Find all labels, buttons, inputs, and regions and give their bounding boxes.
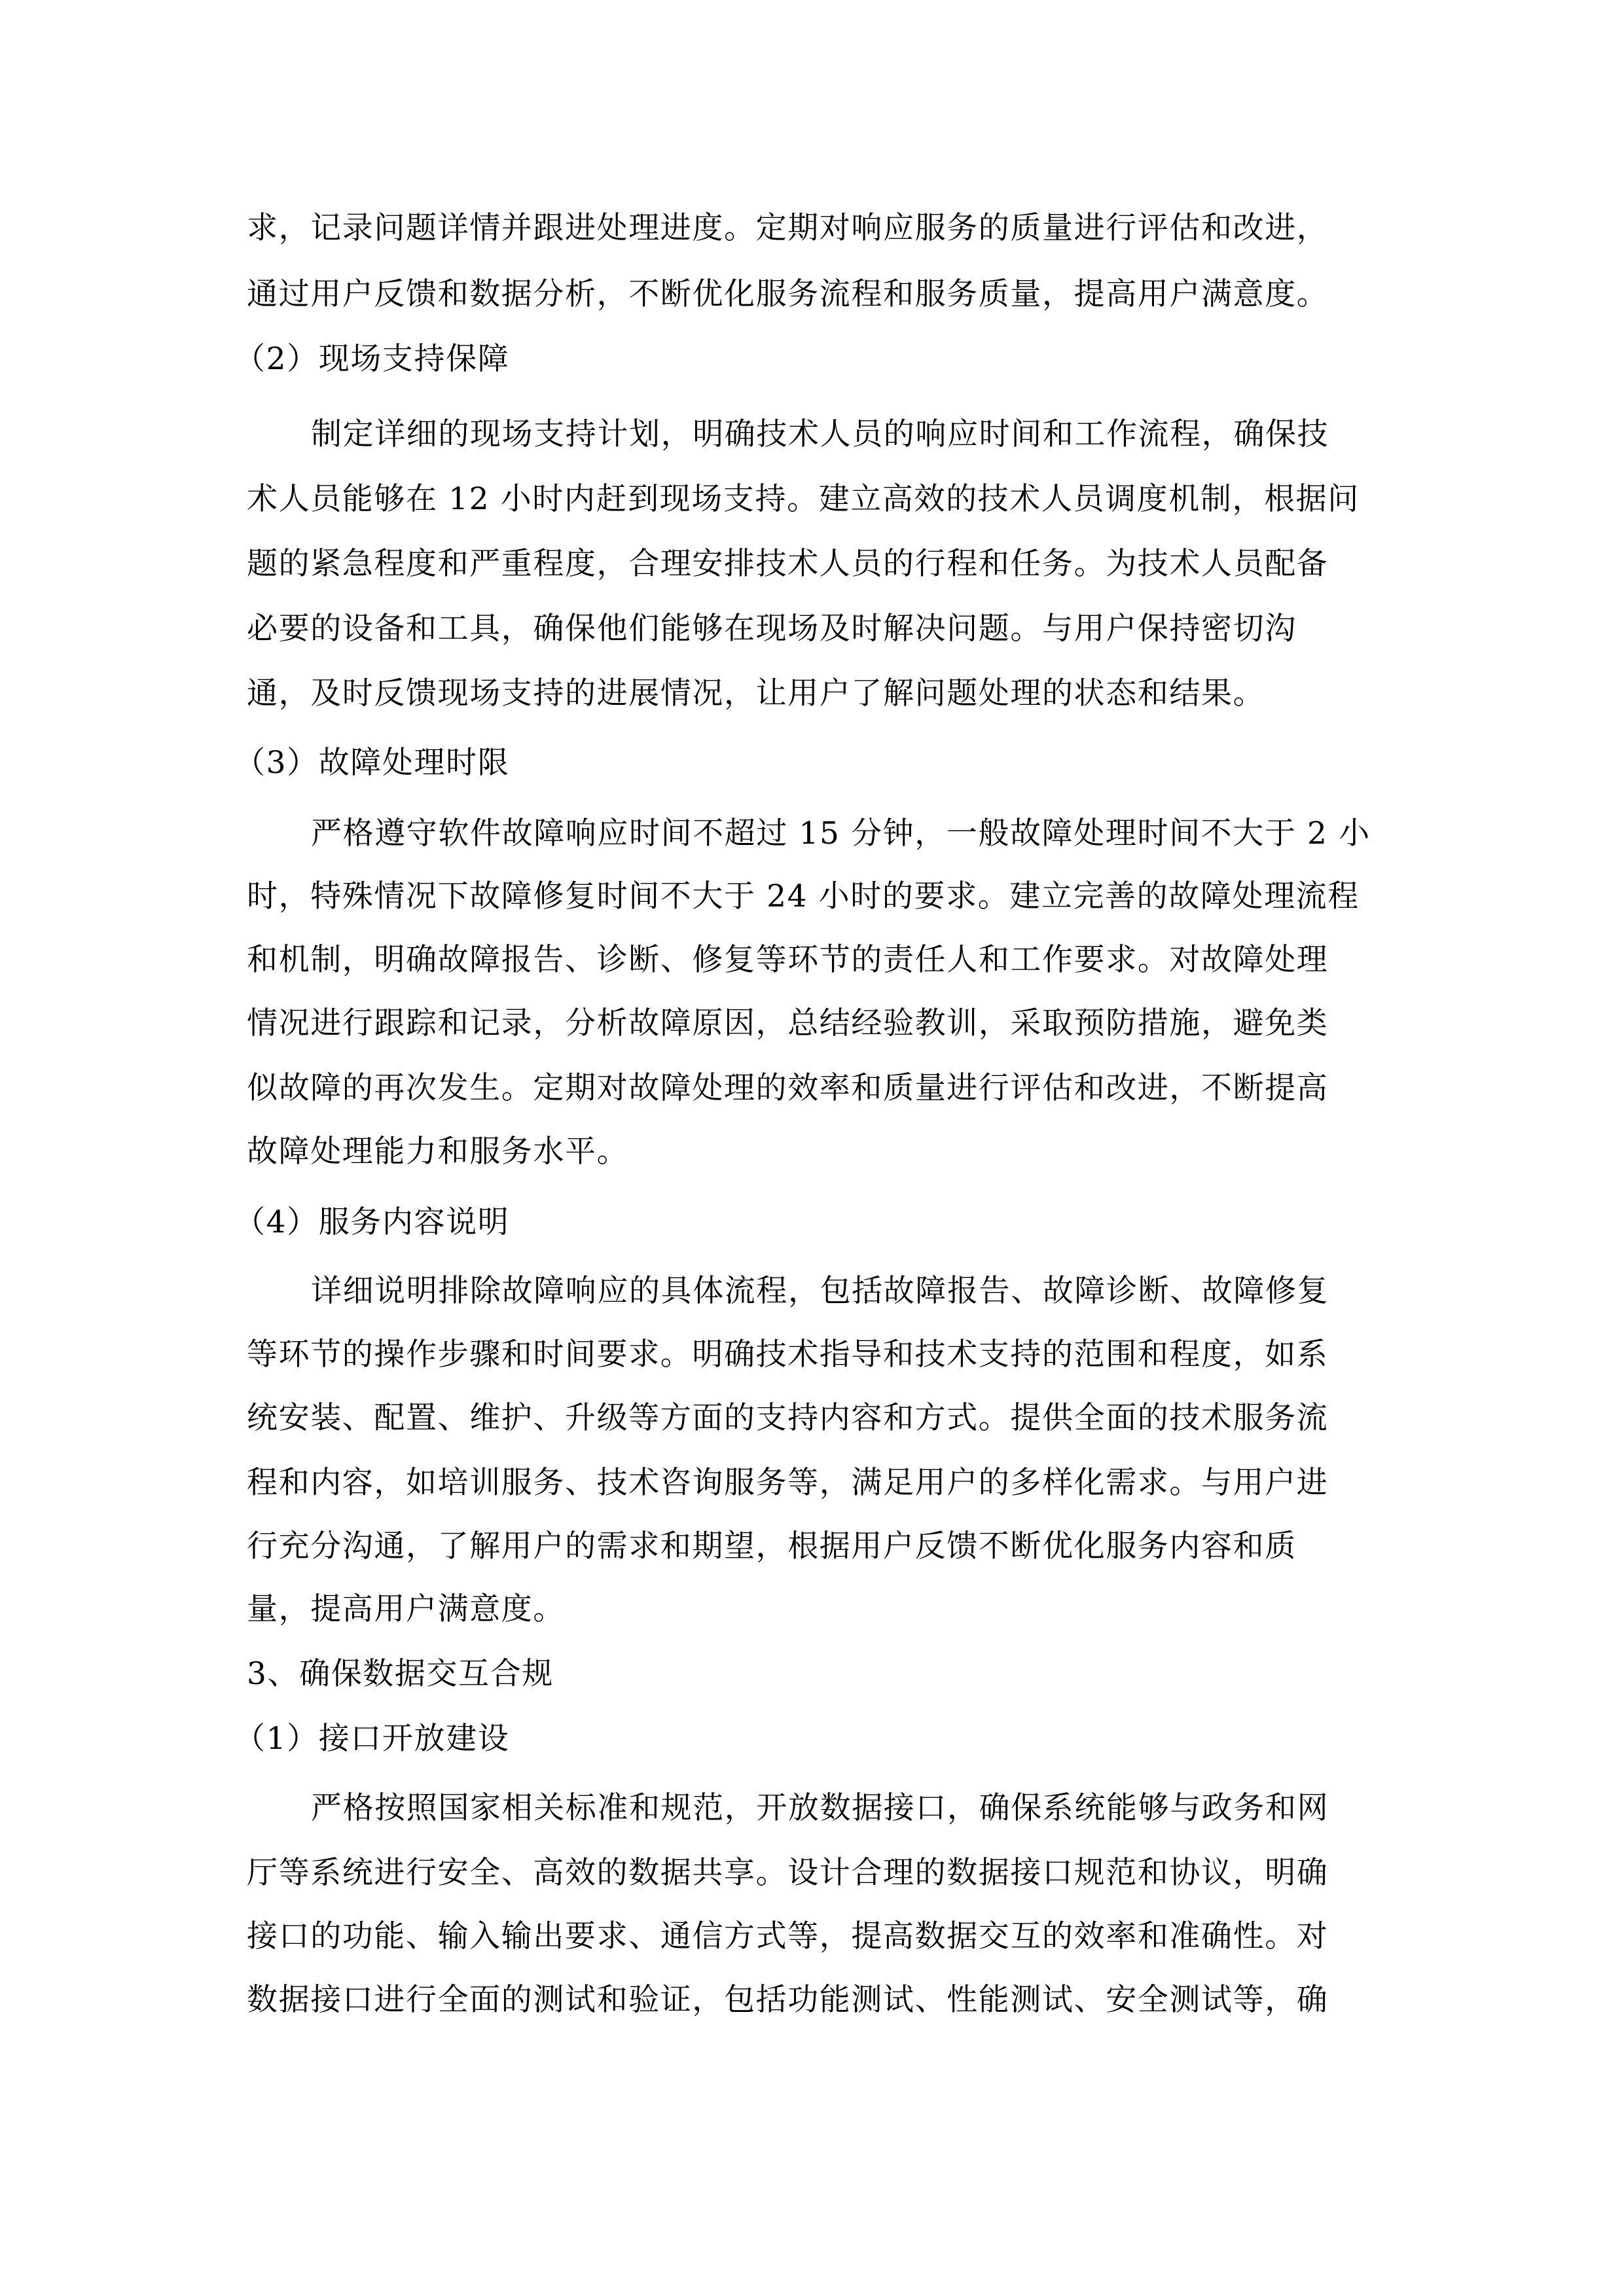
- paragraph-line: 术人员能够在 12 小时内赶到现场支持。建立高效的技术人员调度机制，根据问: [247, 481, 1360, 517]
- paragraph-line: 和机制，明确故障报告、诊断、修复等环节的责任人和工作要求。对故障处理: [247, 942, 1329, 978]
- paragraph-line: 严格按照国家相关标准和规范，开放数据接口，确保系统能够与政务和网: [311, 1790, 1329, 1826]
- paragraph-line: 统安装、配置、维护、升级等方面的支持内容和方式。提供全面的技术服务流: [247, 1400, 1329, 1436]
- section-heading-fault-time-limit: （3）故障处理时限: [234, 745, 510, 781]
- paragraph-line: 似故障的再次发生。定期对故障处理的效率和质量进行评估和改进，不断提高: [247, 1070, 1329, 1106]
- paragraph-line: 程和内容，如培训服务、技术咨询服务等，满足用户的多样化需求。与用户进: [247, 1465, 1329, 1501]
- section-heading-service-content: （4）服务内容说明: [234, 1204, 510, 1240]
- section-heading-on-site-support: （2）现场支持保障: [234, 341, 510, 377]
- section-heading-data-compliance: 3、确保数据交互合规: [247, 1656, 554, 1692]
- paragraph-line: 行充分沟通，了解用户的需求和期望，根据用户反馈不断优化服务内容和质: [247, 1528, 1297, 1564]
- paragraph-line: 接口的功能、输入输出要求、通信方式等，提高数据交互的效率和准确性。对: [247, 1918, 1329, 1954]
- paragraph-line: 必要的设备和工具，确保他们能够在现场及时解决问题。与用户保持密切沟: [247, 611, 1297, 647]
- paragraph-line: 等环节的操作步骤和时间要求。明确技术指导和技术支持的范围和程度，如系: [247, 1336, 1329, 1372]
- paragraph-line: 数据接口进行全面的测试和验证，包括功能测试、性能测试、安全测试等，确: [247, 1982, 1329, 2018]
- paragraph-line: 通，及时反馈现场支持的进展情况，让用户了解问题处理的状态和结果。: [247, 675, 1265, 711]
- paragraph-line: 时，特殊情况下故障修复时间不大于 24 小时的要求。建立完善的故障处理流程: [247, 878, 1360, 914]
- paragraph-line: 厅等系统进行安全、高效的数据共享。设计合理的数据接口规范和协议，明确: [247, 1855, 1329, 1891]
- paragraph-line: 详细说明排除故障响应的具体流程，包括故障报告、故障诊断、故障修复: [311, 1273, 1329, 1309]
- paragraph-line: 通过用户反馈和数据分析，不断优化服务流程和服务质量，提高用户满意度。: [247, 276, 1329, 312]
- section-heading-interface-openness: （1）接口开放建设: [234, 1721, 510, 1757]
- paragraph-line: 故障处理能力和服务水平。: [247, 1134, 629, 1170]
- paragraph-line: 情况进行跟踪和记录，分析故障原因，总结经验教训，采取预防措施，避免类: [247, 1005, 1329, 1041]
- paragraph-line: 制定详细的现场支持计划，明确技术人员的响应时间和工作流程，确保技: [311, 416, 1329, 452]
- paragraph-line: 严格遵守软件故障响应时间不超过 15 分钟，一般故障处理时间不大于 2 小: [311, 816, 1371, 852]
- paragraph-line: 题的紧急程度和严重程度，合理安排技术人员的行程和任务。为技术人员配备: [247, 546, 1329, 582]
- paragraph-line: 量，提高用户满意度。: [247, 1591, 565, 1627]
- paragraph-line: 求，记录问题详情并跟进处理进度。定期对响应服务的质量进行评估和改进，: [247, 210, 1329, 246]
